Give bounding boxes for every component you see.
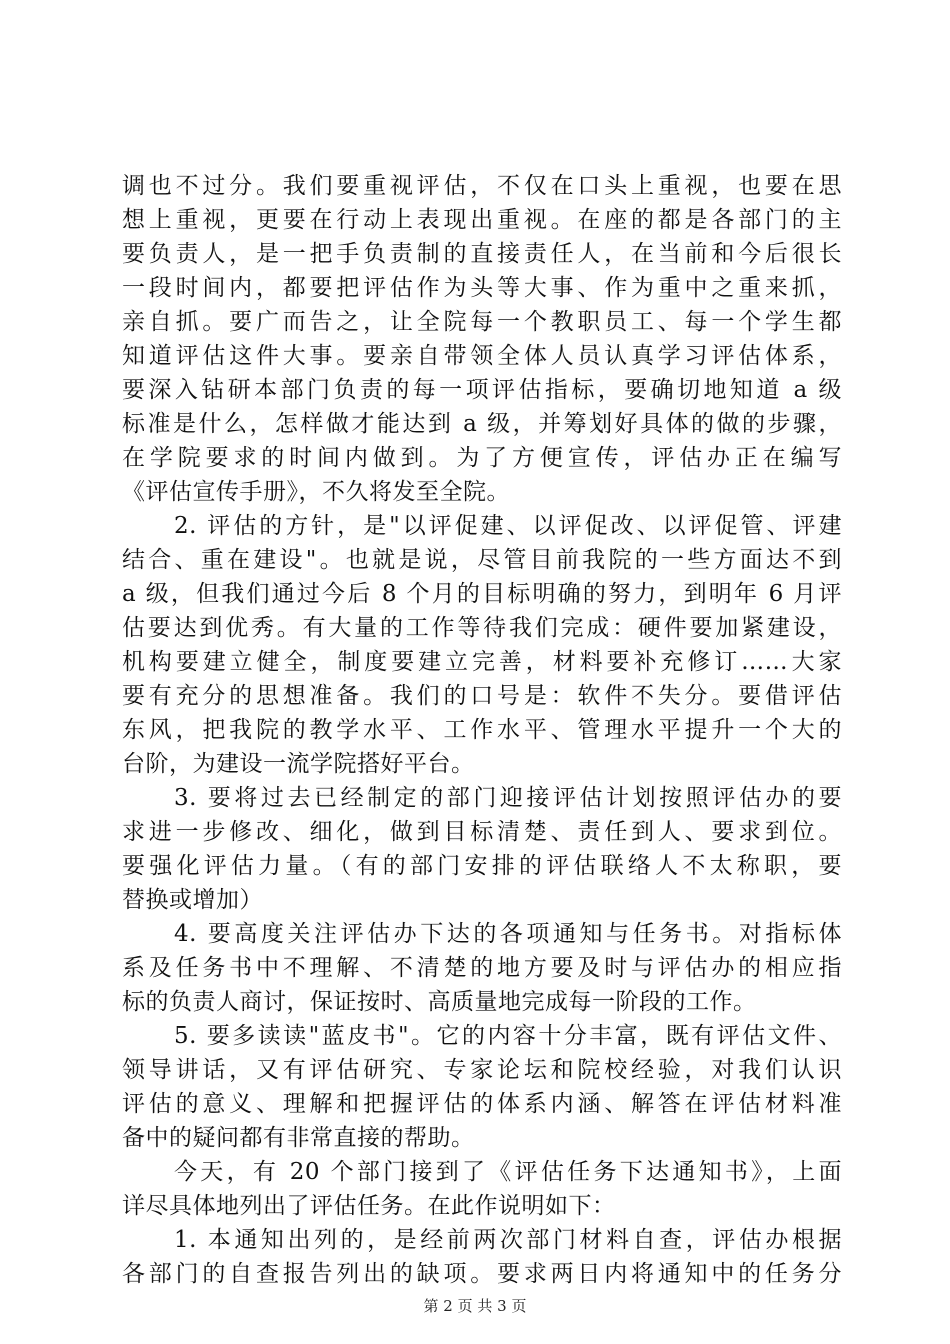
text-line: 详尽具体地列出了评估任务。在此作说明如下：: [122, 1193, 616, 1219]
text-line: 机构要建立健全，制度要建立完善，材料要补充修订……大家: [122, 649, 842, 675]
text-line: 想上重视，更要在行动上表现出重视。在座的都是各部门的主: [122, 207, 842, 233]
paragraph-first-line: 4. 要高度关注评估办下达的各项通知与任务书。对指标体: [174, 921, 842, 947]
text-line: 估要达到优秀。有大量的工作等待我们完成：硬件要加紧建设，: [122, 615, 842, 641]
text-line: 知道评估这件大事。要亲自带领全体人员认真学习评估体系，: [122, 343, 842, 369]
text-line: 替换或增加）: [122, 887, 263, 913]
text-line: 在学院要求的时间内做到。为了方便宣传，评估办正在编写: [122, 445, 842, 471]
text-line: 求进一步修改、细化，做到目标清楚、责任到人、要求到位。: [122, 819, 842, 845]
text-line: 调也不过分。我们要重视评估，不仅在口头上重视，也要在思: [122, 173, 842, 199]
text-line: 一段时间内，都要把评估作为头等大事、作为重中之重来抓，: [122, 275, 842, 301]
paragraph-first-line: 5. 要多读读"蓝皮书"。它的内容十分丰富，既有评估文件、: [174, 1023, 842, 1049]
text-line: 标准是什么，怎样做才能达到 a 级，并筹划好具体的做的步骤，: [122, 411, 842, 437]
text-line: 标的负责人商讨，保证按时、高质量地完成每一阶段的工作。: [122, 989, 757, 1015]
text-line: 东风，把我院的教学水平、工作水平、管理水平提升一个大的: [122, 717, 842, 743]
text-line: 评估的意义、理解和把握评估的体系内涵、解答在评估材料准: [122, 1091, 842, 1117]
paragraph-first-line: 今天，有 20 个部门接到了《评估任务下达通知书》，上面: [174, 1159, 842, 1185]
text-line: 亲自抓。要广而告之，让全院每一个教职员工、每一个学生都: [122, 309, 842, 335]
text-line: 领导讲话，又有评估研究、专家论坛和院校经验，对我们认识: [122, 1057, 842, 1083]
paragraph-first-line: 3. 要将过去已经制定的部门迎接评估计划按照评估办的要: [174, 785, 842, 811]
text-line: 要有充分的思想准备。我们的口号是：软件不失分。要借评估: [122, 683, 842, 709]
text-line: 《评估宣传手册》，不久将发至全院。: [122, 479, 510, 505]
document-body: [122, 169, 842, 1291]
paragraph-first-line: 2. 评估的方针，是"以评促建、以评促改、以评促管、评建: [174, 513, 842, 539]
text-line: 各部门的自查报告列出的缺项。要求两日内将通知中的任务分: [122, 1261, 842, 1287]
page-number-footer: 第 2 页 共 3 页: [423, 1297, 527, 1315]
text-line: 要强化评估力量。（有的部门安排的评估联络人不太称职，要: [122, 853, 842, 879]
text-line: 结合、重在建设"。也就是说，尽管目前我院的一些方面达不到: [122, 547, 842, 573]
text-line: 备中的疑问都有非常直接的帮助。: [122, 1125, 475, 1151]
text-line: 系及任务书中不理解、不清楚的地方要及时与评估办的相应指: [122, 955, 842, 981]
text-line: 要深入钻研本部门负责的每一项评估指标，要确切地知道 a 级: [122, 377, 842, 403]
text-line: a 级，但我们通过今后 8 个月的目标明确的努力，到明年 6 月评: [122, 581, 842, 607]
text-line: 台阶，为建设一流学院搭好平台。: [122, 751, 475, 777]
paragraph-first-line: 1. 本通知出列的，是经前两次部门材料自查，评估办根据: [174, 1227, 842, 1253]
text-line: 要负责人，是一把手负责制的直接责任人，在当前和今后很长: [122, 241, 842, 267]
